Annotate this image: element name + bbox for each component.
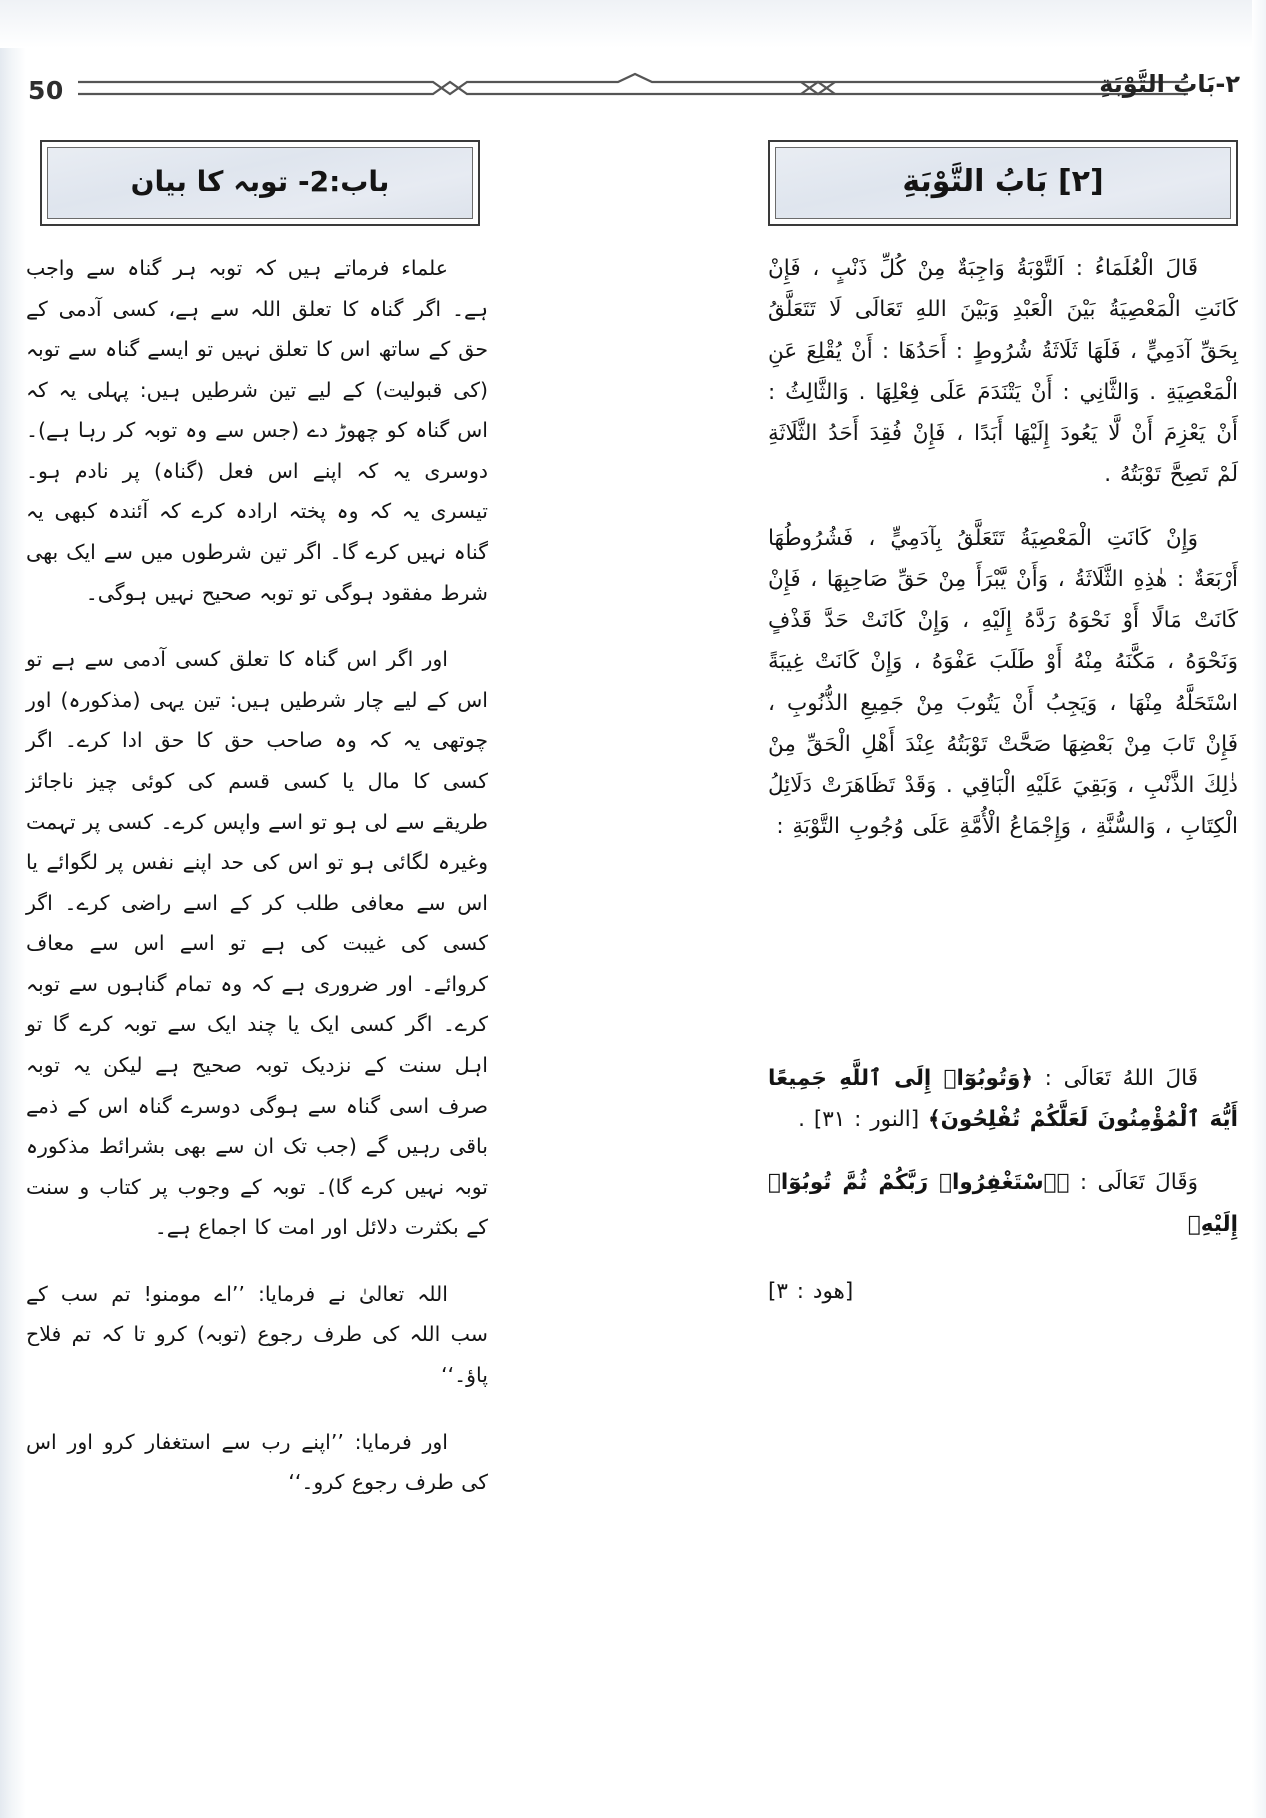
- chapter-title-urdu: باب:2- توبہ کا بیان: [130, 164, 390, 198]
- chapter-title-box-arabic: [768, 140, 1238, 226]
- running-head-arabic: ٢-بَابُ التَّوْبَةِ: [1099, 70, 1240, 98]
- chapter-title-arabic: [٢] بَابُ التَّوْبَةِ: [902, 163, 1104, 199]
- header-rule-ornament: [78, 72, 1188, 102]
- verse-1-reference: [النور : ٣١] .: [798, 1106, 920, 1132]
- verse-1-intro: قَالَ اللهُ تَعَالَى :: [1044, 1065, 1198, 1091]
- arabic-block-gap-1: [768, 496, 1238, 518]
- chapter-title-box-arabic-inner: [775, 147, 1231, 219]
- arabic-paragraph-2: وَإِنْ كَانَتِ الْمَعْصِيَةُ تَتَعَلَّقُ بِآدَمِيٍّ ، فَشُرُوطُهَا أَرْبَعَةٌ : هٰذِهِ الثَّلَاثَةُ ، وَأَنْ يَّبْرَأَ مِنْ حَقِّ صَاحِبِهَا ، فَإِنْ كَانَتْ مَالًا أَوْ نَحْوَهُ رَدَّهُ إِلَيْهِ ، وَإِنْ كَانَتْ حَدَّ قَذْفٍ وَنَحْوَهُ ، مَكَّنَهُ مِنْهُ أَوْ طَلَبَ عَفْوَهُ ، وَإِنْ كَانَتْ غِيبَةً اسْتَحَلَّهُ مِنْهَا ، وَيَجِبُ أَنْ يَتُوبَ مِنْ جَمِيعِ الذُّنُوبِ ، فَإِنْ تَابَ مِنْ بَعْضِهَا صَحَّتْ تَوْبَتُهُ عِنْدَ أَهْلِ الْحَقِّ مِنْ ذٰلِكَ الذَّنْبِ ، وَبَقِيَ عَلَيْهِ الْبَاقِي . وَقَدْ تَظَاهَرَتْ دَلَائِلُ الْكِتَابِ ، وَالسُّنَّةِ ، وَإِجْمَاعُ الْأُمَّةِ عَلَى وُجُوبِ التَّوْبَةِ :: [768, 525, 1238, 840]
- chapter-title-box-urdu-inner: [47, 147, 473, 219]
- arabic-quran-verse-2-reference: [هود : ٣]: [768, 1278, 854, 1304]
- arabic-block-gap-2: [768, 848, 1238, 1058]
- arabic-block-gap-3: [768, 1140, 1238, 1162]
- arabic-quran-verse-1-line: [768, 1058, 1238, 1141]
- urdu-paragraph-1: علماء فرماتے ہیں کہ توبہ ہر گناہ سے واجب ہے۔ اگر گناہ کا تعلق اللہ سے ہے، کسی آدمی کے حق کے ساتھ اس کا تعلق نہیں تو ایسے گناہ سے توبہ (کی قبولیت) کے لیے تین شرطیں ہیں: پہلی یہ کہ اس گناہ کو چھوڑ دے (جس سے وہ توبہ کر رہا ہے)۔ دوسری یہ کہ اپنے اس فعل (گناہ) پر نادم ہو۔ تیسری یہ کہ وہ پختہ ارادہ کرے کہ آئندہ کبھی یہ گناہ نہیں کرے گا۔ اگر تین شرطوں میں سے ایک بھی شرط مفقود ہوگی تو توبہ صحیح نہیں ہوگی۔: [26, 256, 488, 605]
- verse-2-intro: وَقَالَ تَعَالَى :: [1079, 1170, 1199, 1196]
- running-head: [28, 72, 1240, 118]
- urdu-paragraph-4: اور فرمایا: ’’اپنے رب سے استغفار کرو اور اس کی طرف رجوع کرو۔‘‘: [26, 1429, 488, 1495]
- urdu-paragraph-2: اور اگر اس گناہ کا تعلق کسی آدمی سے ہے تو اس کے لیے چار شرطیں ہیں: تین یہی (مذکورہ) اور چوتھی یہ کہ وہ صاحب حق کا حق ادا کرے۔ اگر کسی کا مال یا کسی قسم کی کوئی چیز ناجائز طریقے سے لی ہو تو اسے واپس کرے۔ کسی پر تہمت وغیرہ لگائی ہو تو اس کی حد اپنے نفس پر لگوائے یا اس سے معافی طلب کر کے اسے راضی کرے۔ اگر کسی کی غیبت کی ہے تو اسے اس سے معاف کروائے۔ اور ضروری ہے کہ وہ تمام گناہوں سے توبہ کرے۔ اگر کسی ایک یا چند ایک سے توبہ کرے گا تو اہل سنت کے نزدیک توبہ صحیح ہے لیکن یہ توبہ صرف اسی گناہ سے ہوگی دوسرے گناہ اس کے ذمے باقی رہیں گے (جب تک ان سے بھی بشرائط مذکورہ توبہ نہیں کرے گا)۔ توبہ کے وجوب پر کتاب و سنت کے بکثرت دلائل اور امت کا اجماع ہے۔: [26, 647, 488, 1240]
- chapter-title-box-urdu: [40, 140, 480, 226]
- scan-edge-shading-left: [0, 0, 26, 1818]
- urdu-text-column: [26, 248, 488, 1503]
- arabic-text-column: [768, 248, 1238, 1312]
- page-number: 50: [28, 76, 64, 105]
- scan-edge-shading-right: [1252, 0, 1266, 1818]
- scan-edge-shading-top: [0, 0, 1266, 48]
- arabic-quran-verse-2-line: [768, 1162, 1238, 1245]
- arabic-paragraph-1: قَالَ الْعُلَمَاءُ : اَلتَّوْبَةُ وَاجِبَةٌ مِنْ كُلِّ ذَنْبٍ ، فَإِنْ كَانَتِ الْمَعْصِيَةُ بَيْنَ الْعَبْدِ وَبَيْنَ اللهِ تَعَالَى لَا تَتَعَلَّقُ بِحَقِّ آدَمِيٍّ ، فَلَهَا ثَلَاثَةُ شُرُوطٍ : أَحَدُهَا : أَنْ يُقْلِعَ عَنِ الْمَعْصِيَةِ . وَالثَّانِي : أَنْ يَتْنَدَمَ عَلَى فِعْلِهَا . وَالثَّالِثُ : أَنْ يَعْزِمَ أَنْ لَّا يَعُودَ إِلَيْهَا أَبَدًا ، فَإِنْ فُقِدَ أَحَدُ الثَّلَاثَةِ لَمْ تَصِحَّ تَوْبَتُهُ .: [768, 256, 1238, 488]
- verse-2-text: ﴿ٱسْتَغْفِرُوا۟ رَبَّكُمْ ثُمَّ تُوبُوٓا۟ إِلَيْهِ﴾: [768, 1170, 1238, 1237]
- verse-1-text: ﴿وَتُوبُوٓا۟ إِلَى ٱللَّهِ جَمِيعًا أَيُّهَ ٱلْمُؤْمِنُونَ لَعَلَّكُمْ تُفْلِحُونَ﴾: [768, 1065, 1238, 1132]
- urdu-paragraph-3: اللہ تعالیٰ نے فرمایا: ’’اے مومنو! تم سب کے سب اللہ کی طرف رجوع (توبہ) کرو تا کہ تم فلاح پاؤ۔‘‘: [26, 1281, 488, 1388]
